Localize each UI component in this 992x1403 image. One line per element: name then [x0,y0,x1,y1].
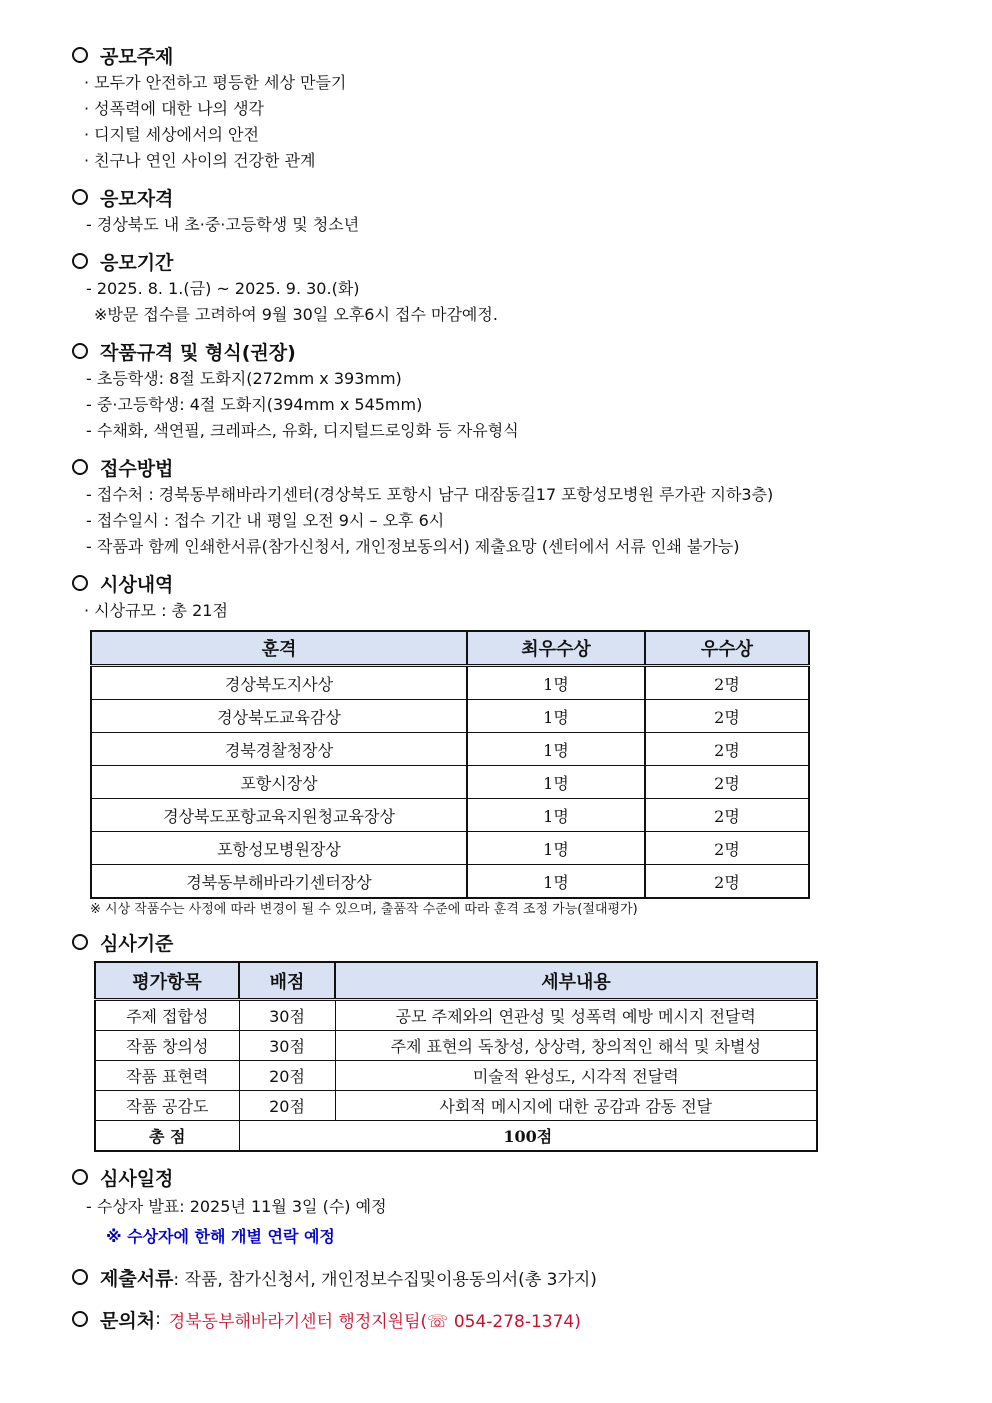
criteria-score: 20점 [239,1061,335,1091]
section-title-text: 심사일정 [100,1167,174,1190]
theme-item: · 디지털 세상에서의 안전 [84,125,259,144]
table-row [91,766,809,799]
section-title-eligibility [72,182,832,212]
circle-bullet-icon [72,47,88,63]
section-title-text: 문의처 [100,1309,156,1332]
award-name: 경북경찰청장상 [91,733,467,766]
section-title-text: 제출서류 [100,1267,174,1290]
section-title-theme [72,40,832,70]
section-title-text: 접수방법 [100,457,174,480]
award-top-count: 1명 [467,865,645,899]
section-contact [72,1304,832,1334]
award-top-count: 1명 [467,700,645,733]
criteria-score: 30점 [239,1031,335,1061]
section-documents [72,1262,832,1292]
criteria-item: 작품 공감도 [95,1091,239,1121]
circle-bullet-icon [72,189,88,205]
section-title-text: 시상내역 [100,573,174,596]
table-row [95,1031,817,1061]
table-row [91,865,809,899]
table-row [91,666,809,700]
period-note: ※방문 접수를 고려하여 9월 30일 오후6시 접수 마감예정. [94,305,498,324]
document-page [72,40,832,1334]
circle-bullet-icon [72,1269,88,1285]
theme-list [72,70,832,174]
criteria-detail: 미술적 완성도, 시각적 전달력 [335,1061,817,1091]
period-line: - 2025. 8. 1.(금) ~ 2025. 9. 30.(화) [86,279,360,298]
table-row [91,700,809,733]
award-top-count: 1명 [467,666,645,700]
criteria-detail: 사회적 메시지에 대한 공감과 감동 전달 [335,1091,817,1121]
award-excellent-count: 2명 [645,799,809,832]
theme-item: · 모두가 안전하고 평등한 세상 만들기 [84,73,347,92]
contact-value: 경북동부해바라기센터 행정지원팀(☏ 054-278-1374) [168,1311,581,1332]
award-top-count: 1명 [467,766,645,799]
circle-bullet-icon [72,1311,88,1327]
award-name: 경북동부해바라기센터장상 [91,865,467,899]
circle-bullet-icon [72,934,88,950]
award-name: 경상북도지사상 [91,666,467,700]
criteria-item: 작품 창의성 [95,1031,239,1061]
table-row [91,733,809,766]
circle-bullet-icon [72,343,88,359]
section-title-text: 심사기준 [100,932,174,955]
criteria-detail: 공모 주제와의 연관성 및 성폭력 예방 메시지 전달력 [335,1000,817,1031]
theme-item: · 성폭력에 대한 나의 생각 [84,99,264,118]
award-name: 경상북도교육감상 [91,700,467,733]
table-row [91,799,809,832]
criteria-item: 주제 접합성 [95,1000,239,1031]
section-title-submission [72,452,832,482]
section-title-text: 응모자격 [100,187,174,210]
award-excellent-count: 2명 [645,666,809,700]
awards-note: ※ 시상 작품수는 사정에 따라 변경이 될 수 있으며, 출품작 수준에 따라 훈격 조정 가능(절대평가) [90,902,638,917]
submission-item: - 접수처 : 경북동부해바라기센터(경상북도 포항시 남구 대잠동길17 포항성모병원 루가관 지하3층) [86,485,774,504]
circle-bullet-icon [72,253,88,269]
submission-item: - 접수일시 : 접수 기간 내 평일 오전 9시 – 오후 6시 [86,511,445,530]
section-title-period [72,246,832,276]
section-title-text: 응모기간 [100,251,174,274]
section-title-format [72,336,832,366]
section-title-schedule [72,1162,832,1192]
award-excellent-count: 2명 [645,865,809,899]
table-row [91,832,809,865]
awards-table [90,630,810,899]
criteria-detail: 주제 표현의 독창성, 상상력, 창의적인 해석 및 차별성 [335,1031,817,1061]
section-title-text: 공모주제 [100,45,174,68]
table-row [95,1000,817,1031]
awards-header-cell: 최우수상 [467,631,645,666]
submission-item: - 작품과 함께 인쇄한서류(참가신청서, 개인정보동의서) 제출요망 (센터에서 서류 인쇄 불가능) [86,537,740,556]
criteria-header-cell: 평가항목 [95,962,239,1000]
awards-header-cell: 우수상 [645,631,809,666]
criteria-score: 20점 [239,1091,335,1121]
circle-bullet-icon [72,459,88,475]
section-title-text: 작품규격 및 형식(권장) [100,341,296,364]
award-name: 경상북도포항교육지원청교육장상 [91,799,467,832]
award-top-count: 1명 [467,799,645,832]
format-item: - 중·고등학생: 4절 도화지(394mm x 545mm) [86,395,423,414]
table-row [95,1091,817,1121]
criteria-header-cell: 세부내용 [335,962,817,1000]
circle-bullet-icon [72,575,88,591]
schedule-line: - 수상자 발표: 2025년 11월 3일 (수) 예정 [86,1197,387,1216]
schedule-note: ※ 수상자에 한해 개별 연락 예정 [106,1227,335,1246]
award-name: 포항성모병원장상 [91,832,467,865]
format-item: - 수채화, 색연필, 크레파스, 유화, 디지털드로잉화 등 자유형식 [86,421,519,440]
format-item: - 초등학생: 8절 도화지(272mm x 393mm) [86,369,402,388]
section-title-criteria [72,927,832,957]
awards-scale: · 시상규모 : 총 21점 [84,601,228,620]
criteria-table [94,961,818,1152]
section-title-awards [72,568,832,598]
contact-colon: : [155,1309,161,1329]
award-excellent-count: 2명 [645,832,809,865]
circle-bullet-icon [72,1169,88,1185]
award-top-count: 1명 [467,832,645,865]
total-label: 총 점 [95,1121,239,1152]
award-excellent-count: 2명 [645,700,809,733]
award-top-count: 1명 [467,733,645,766]
award-excellent-count: 2명 [645,766,809,799]
documents-value: : 작품, 참가신청서, 개인정보수집및이용동의서(총 3가지) [173,1269,597,1290]
total-row [95,1121,817,1152]
eligibility-item: - 경상북도 내 초·중·고등학생 및 청소년 [86,215,360,234]
award-name: 포항시장상 [91,766,467,799]
criteria-score: 30점 [239,1000,335,1031]
award-excellent-count: 2명 [645,733,809,766]
awards-header-cell: 훈격 [91,631,467,666]
criteria-header-cell: 배점 [239,962,335,1000]
theme-item: · 친구나 연인 사이의 건강한 관계 [84,151,316,170]
criteria-item: 작품 표현력 [95,1061,239,1091]
table-row [95,1061,817,1091]
total-value: 100점 [239,1121,817,1152]
